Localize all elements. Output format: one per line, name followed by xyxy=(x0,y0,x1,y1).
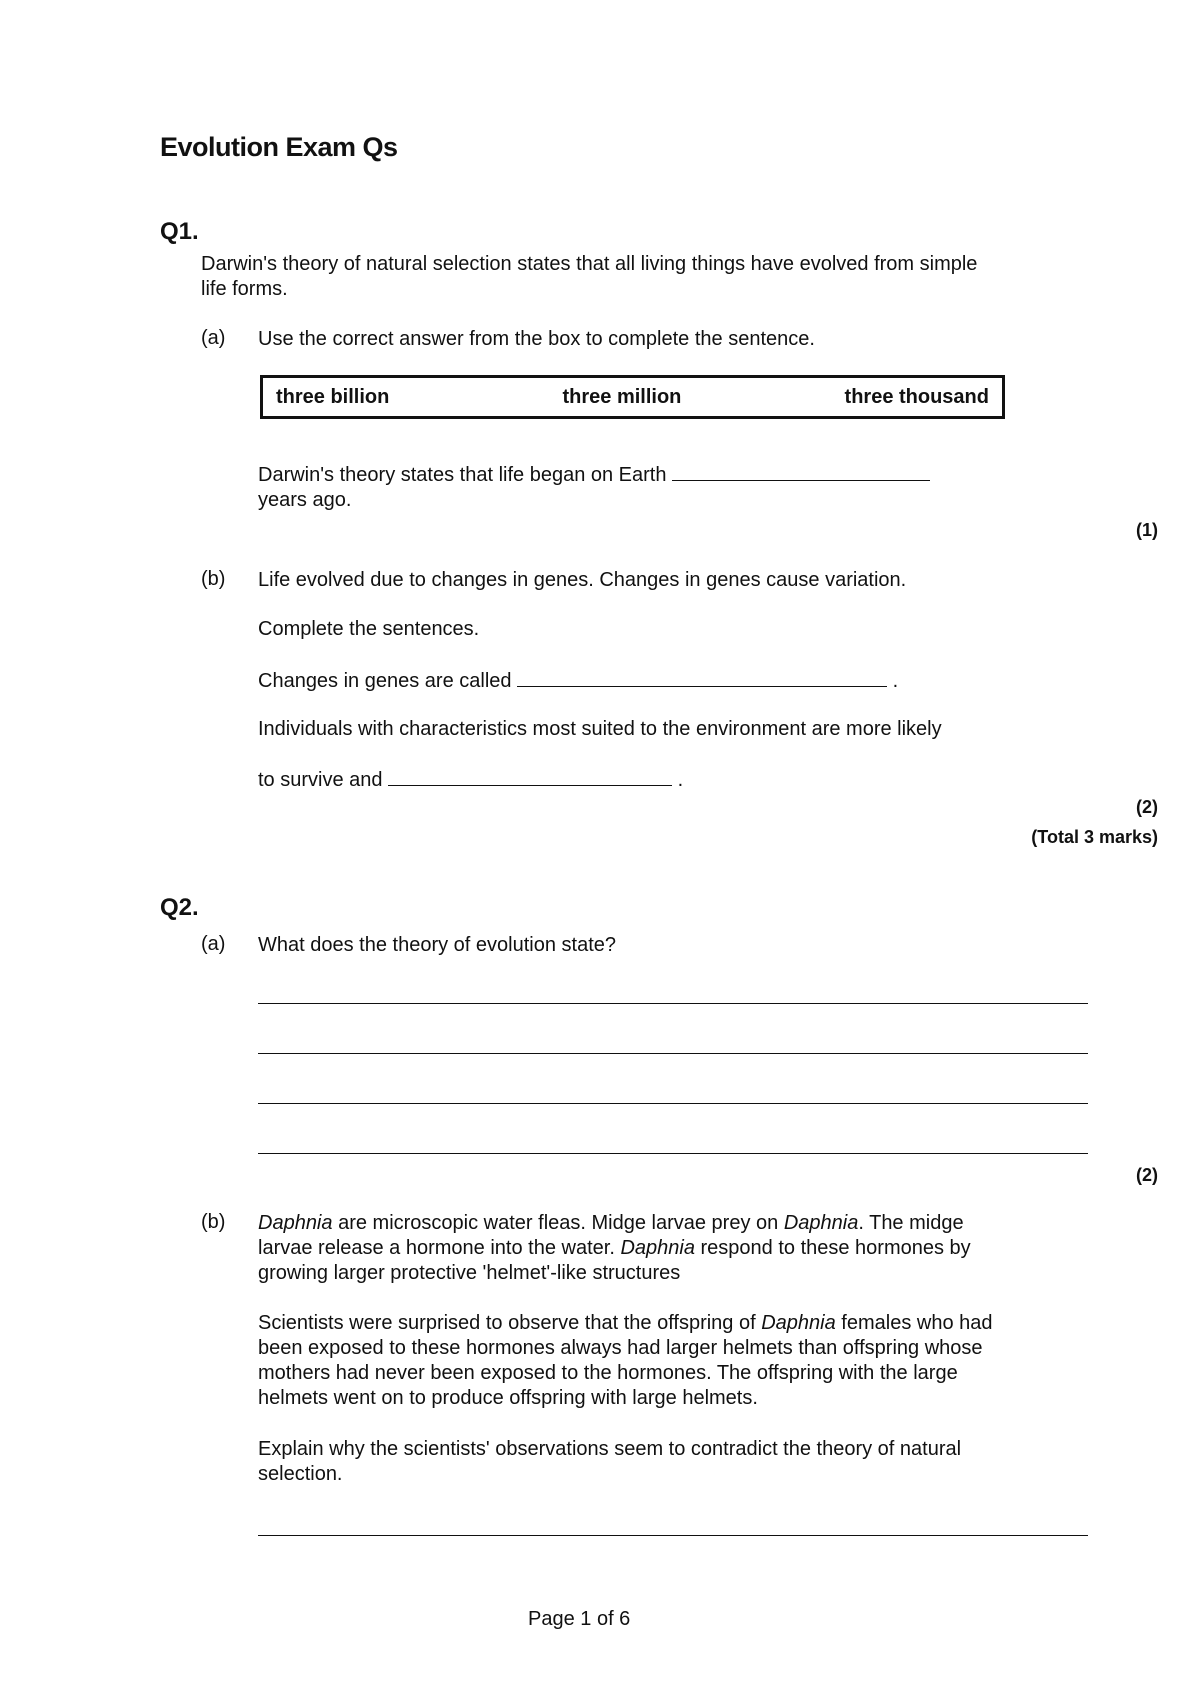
q1b-sentence1-end: . xyxy=(892,670,899,692)
answer-line[interactable] xyxy=(258,1103,1088,1104)
q2b-p3-line2: selection. xyxy=(258,1463,343,1485)
q1b-sentence2-text: to survive and xyxy=(258,769,383,791)
q1-heading: Q1. xyxy=(160,218,199,245)
answer-blank[interactable] xyxy=(517,668,887,687)
option-three-billion: three billion xyxy=(276,385,390,408)
q1a-label: (a) xyxy=(201,327,226,349)
q1b-instruction: Complete the sentences. xyxy=(258,618,480,640)
q2a-marks: (2) xyxy=(1136,1165,1158,1185)
q1b-sentence1-text: Changes in genes are called xyxy=(258,670,512,692)
q2-heading: Q2. xyxy=(160,894,199,921)
q2b-p1-line2 xyxy=(258,1236,971,1261)
q2b-text: . The midge xyxy=(858,1212,964,1234)
q1b-sentence2-end: . xyxy=(677,769,684,791)
q1a-sentence-text: Darwin's theory states that life began on Earth xyxy=(258,464,667,486)
q1b-sentence2-line1: Individuals with characteristics most suited to the environment are more likely xyxy=(258,718,942,740)
q2b-p2-line2: been exposed to these hormones always had larger helmets than offspring whose xyxy=(258,1337,983,1359)
q2b-p3-line1: Explain why the scientists' observations seem to contradict the theory of natural xyxy=(258,1438,962,1460)
daphnia-term: Daphnia xyxy=(258,1212,333,1234)
q2b-text: larvae release a hormone into the water. xyxy=(258,1237,621,1259)
daphnia-term: Daphnia xyxy=(783,1212,859,1234)
q2b-text: females who had xyxy=(835,1312,993,1334)
daphnia-term: Daphnia xyxy=(761,1312,836,1334)
q1b-sentence2-line2 xyxy=(258,767,683,793)
q1b-sentence1 xyxy=(258,668,898,694)
option-three-thousand: three thousand xyxy=(844,385,989,408)
q2b-label: (b) xyxy=(201,1211,226,1233)
q1a-marks: (1) xyxy=(1136,520,1158,540)
daphnia-term: Daphnia xyxy=(620,1237,695,1259)
q2b-p2-line3: mothers had never been exposed to the hormones. The offspring with the large xyxy=(258,1362,958,1384)
q1a-sentence-end: years ago. xyxy=(258,489,352,511)
document-title: Evolution Exam Qs xyxy=(160,132,398,162)
q1-total-marks: (Total 3 marks) xyxy=(1031,827,1158,847)
answer-options-box xyxy=(260,375,1005,419)
q2a-question: What does the theory of evolution state? xyxy=(258,934,616,956)
answer-line[interactable] xyxy=(258,1053,1088,1054)
q2b-p2-line1 xyxy=(258,1311,993,1336)
q1a-instruction: Use the correct answer from the box to complete the sentence. xyxy=(258,328,815,350)
q2b-text: respond to these hormones by xyxy=(694,1237,971,1259)
q1b-label: (b) xyxy=(201,568,226,590)
q1-intro-line1: Darwin's theory of natural selection states that all living things have evolved from simple xyxy=(201,253,978,275)
q1-intro-line2: life forms. xyxy=(201,278,288,300)
answer-line[interactable] xyxy=(258,1003,1088,1004)
q1b-marks: (2) xyxy=(1136,797,1158,817)
q2b-text: Scientists were surprised to observe that the offspring of xyxy=(258,1312,762,1334)
answer-blank[interactable] xyxy=(672,462,930,481)
q1b-text: Life evolved due to changes in genes. Changes in genes cause variation. xyxy=(258,569,907,591)
q2b-text: are microscopic water fleas. Midge larvae prey on xyxy=(332,1212,784,1234)
q2b-p1-line3: growing larger protective 'helmet'-like structures xyxy=(258,1262,681,1284)
answer-blank[interactable] xyxy=(388,767,672,786)
page-number-footer: Page 1 of 6 xyxy=(528,1608,631,1630)
q2b-p1-line1 xyxy=(258,1211,964,1236)
q1a-sentence xyxy=(258,462,930,488)
answer-line[interactable] xyxy=(258,1153,1088,1154)
q2b-p2-line4: helmets went on to produce offspring with large helmets. xyxy=(258,1387,758,1409)
answer-line[interactable] xyxy=(258,1535,1088,1536)
option-three-million: three million xyxy=(562,385,682,408)
q2a-label: (a) xyxy=(201,933,226,955)
